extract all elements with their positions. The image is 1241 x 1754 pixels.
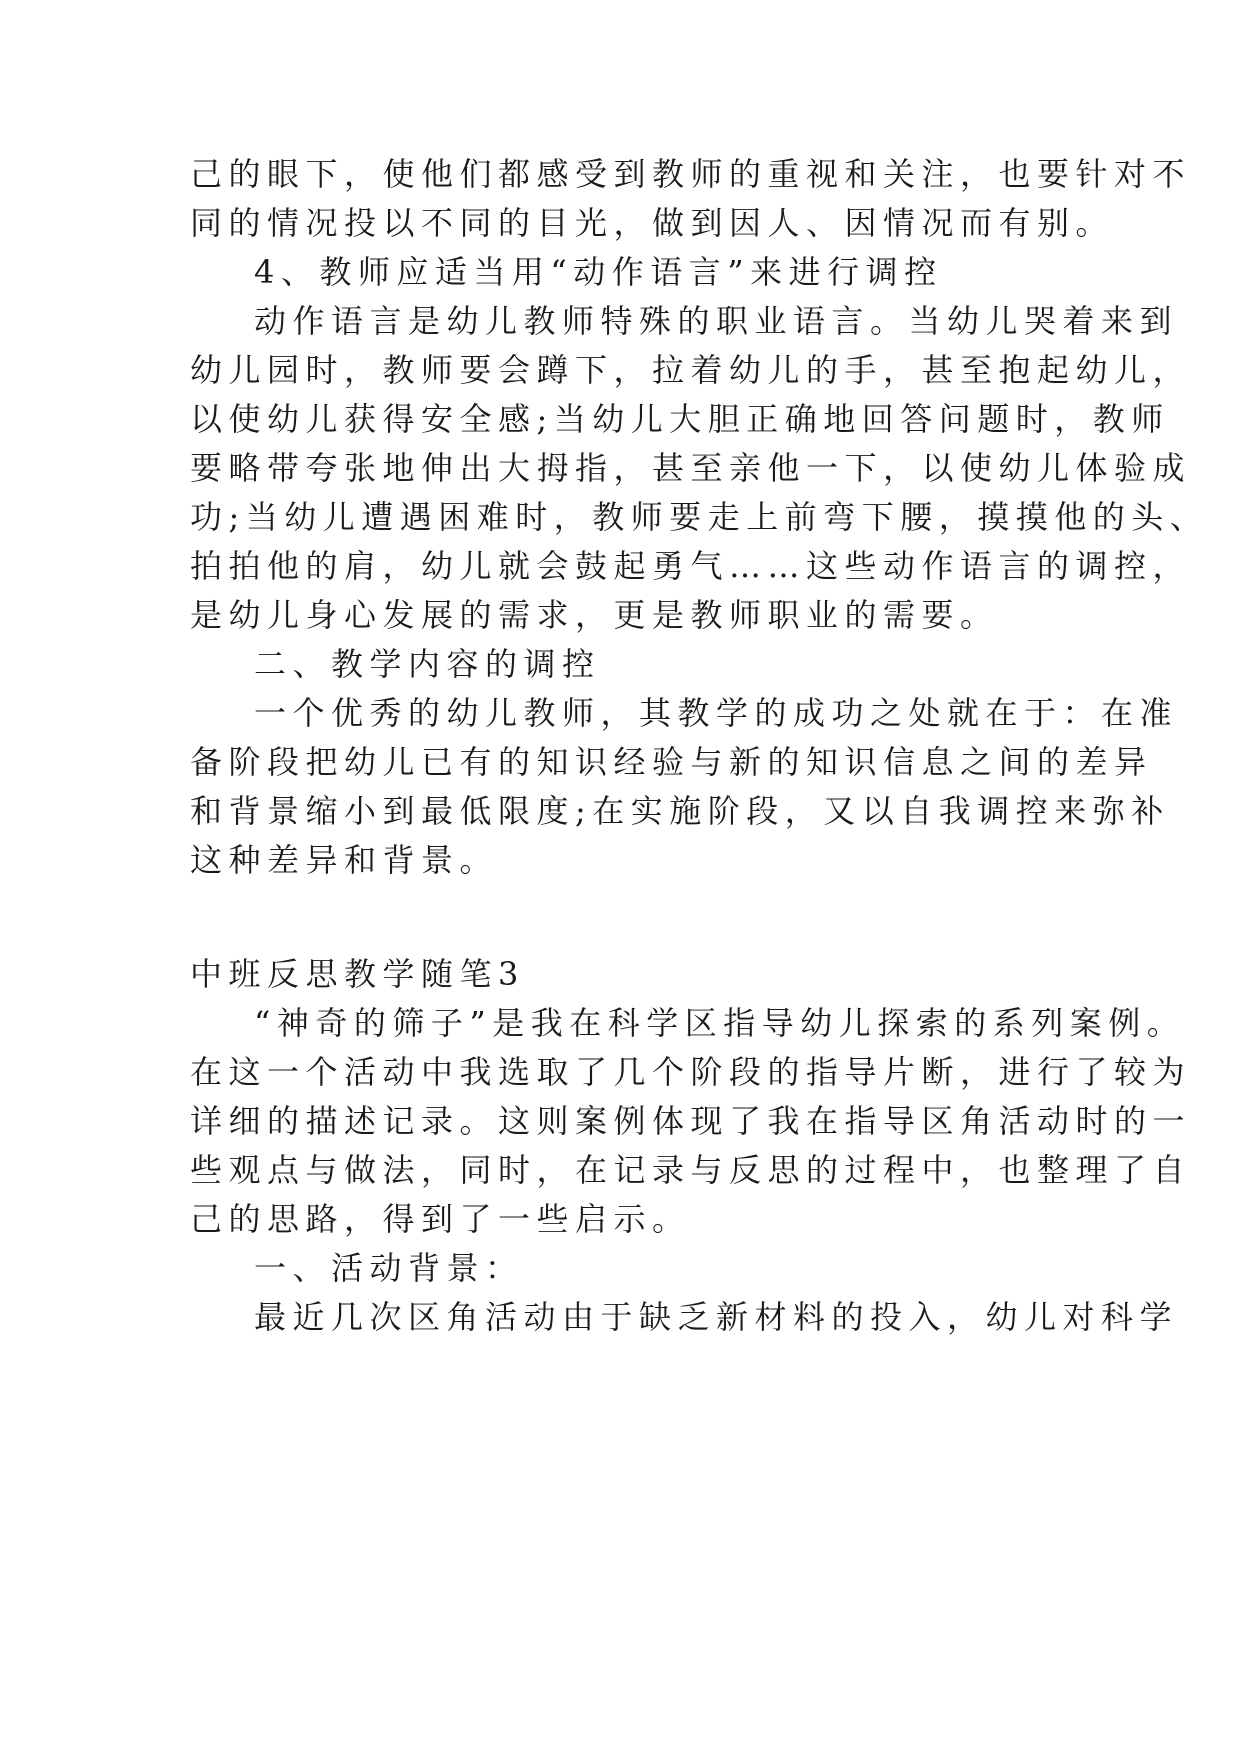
text-line: 些观点与做法，同时，在记录与反思的过程中，也整理了自 — [190, 1151, 1192, 1189]
paragraph-start: 动作语言是幼儿教师特殊的职业语言。当幼儿哭着来到 — [254, 302, 1179, 340]
text-line: 这种差异和背景。 — [190, 841, 499, 879]
paragraph-start: 最近几次区角活动由于缺乏新材料的投入，幼儿对科学 — [254, 1298, 1179, 1336]
text-line: 功;当幼儿遭遇困难时，教师要走上前弯下腰，摸摸他的头、 — [190, 498, 1209, 536]
text-line: 备阶段把幼儿已有的知识经验与新的知识信息之间的差异 — [190, 743, 1153, 781]
text-line: 幼儿园时，教师要会蹲下，拉着幼儿的手，甚至抱起幼儿， — [190, 351, 1192, 389]
text-line: 和背景缩小到最低限度;在实施阶段，又以自我调控来弥补 — [190, 792, 1170, 830]
paragraph-start: “神奇的筛子”是我在科学区指导幼儿探索的系列案例。 — [254, 1004, 1186, 1042]
text-line: 详细的描述记录。这则案例体现了我在指导区角活动时的一 — [190, 1102, 1192, 1140]
section-heading: 4、教师应适当用“动作语言”来进行调控 — [254, 253, 943, 291]
text-line: 是幼儿身心发展的需求，更是教师职业的需要。 — [190, 596, 999, 634]
text-line: 己的思路，得到了一些启示。 — [190, 1200, 691, 1238]
paragraph-start: 一个优秀的幼儿教师，其教学的成功之处就在于：在准 — [254, 694, 1179, 732]
section-heading: 二、教学内容的调控 — [254, 645, 601, 683]
section-heading: 一、活动背景： — [254, 1249, 524, 1287]
text-line: 以使幼儿获得安全感;当幼儿大胆正确地回答问题时，教师 — [190, 400, 1170, 438]
text-line: 在这一个活动中我选取了几个阶段的指导片断，进行了较为 — [190, 1053, 1192, 1091]
text-line: 同的情况投以不同的目光，做到因人、因情况而有别。 — [190, 204, 1115, 242]
text-line: 要略带夸张地伸出大拇指，甚至亲他一下，以使幼儿体验成 — [190, 449, 1192, 487]
text-line: 己的眼下，使他们都感受到教师的重视和关注，也要针对不 — [190, 155, 1192, 193]
article-title: 中班反思教学随笔3 — [190, 955, 525, 993]
text-line: 拍拍他的肩，幼儿就会鼓起勇气……这些动作语言的调控， — [190, 547, 1192, 585]
